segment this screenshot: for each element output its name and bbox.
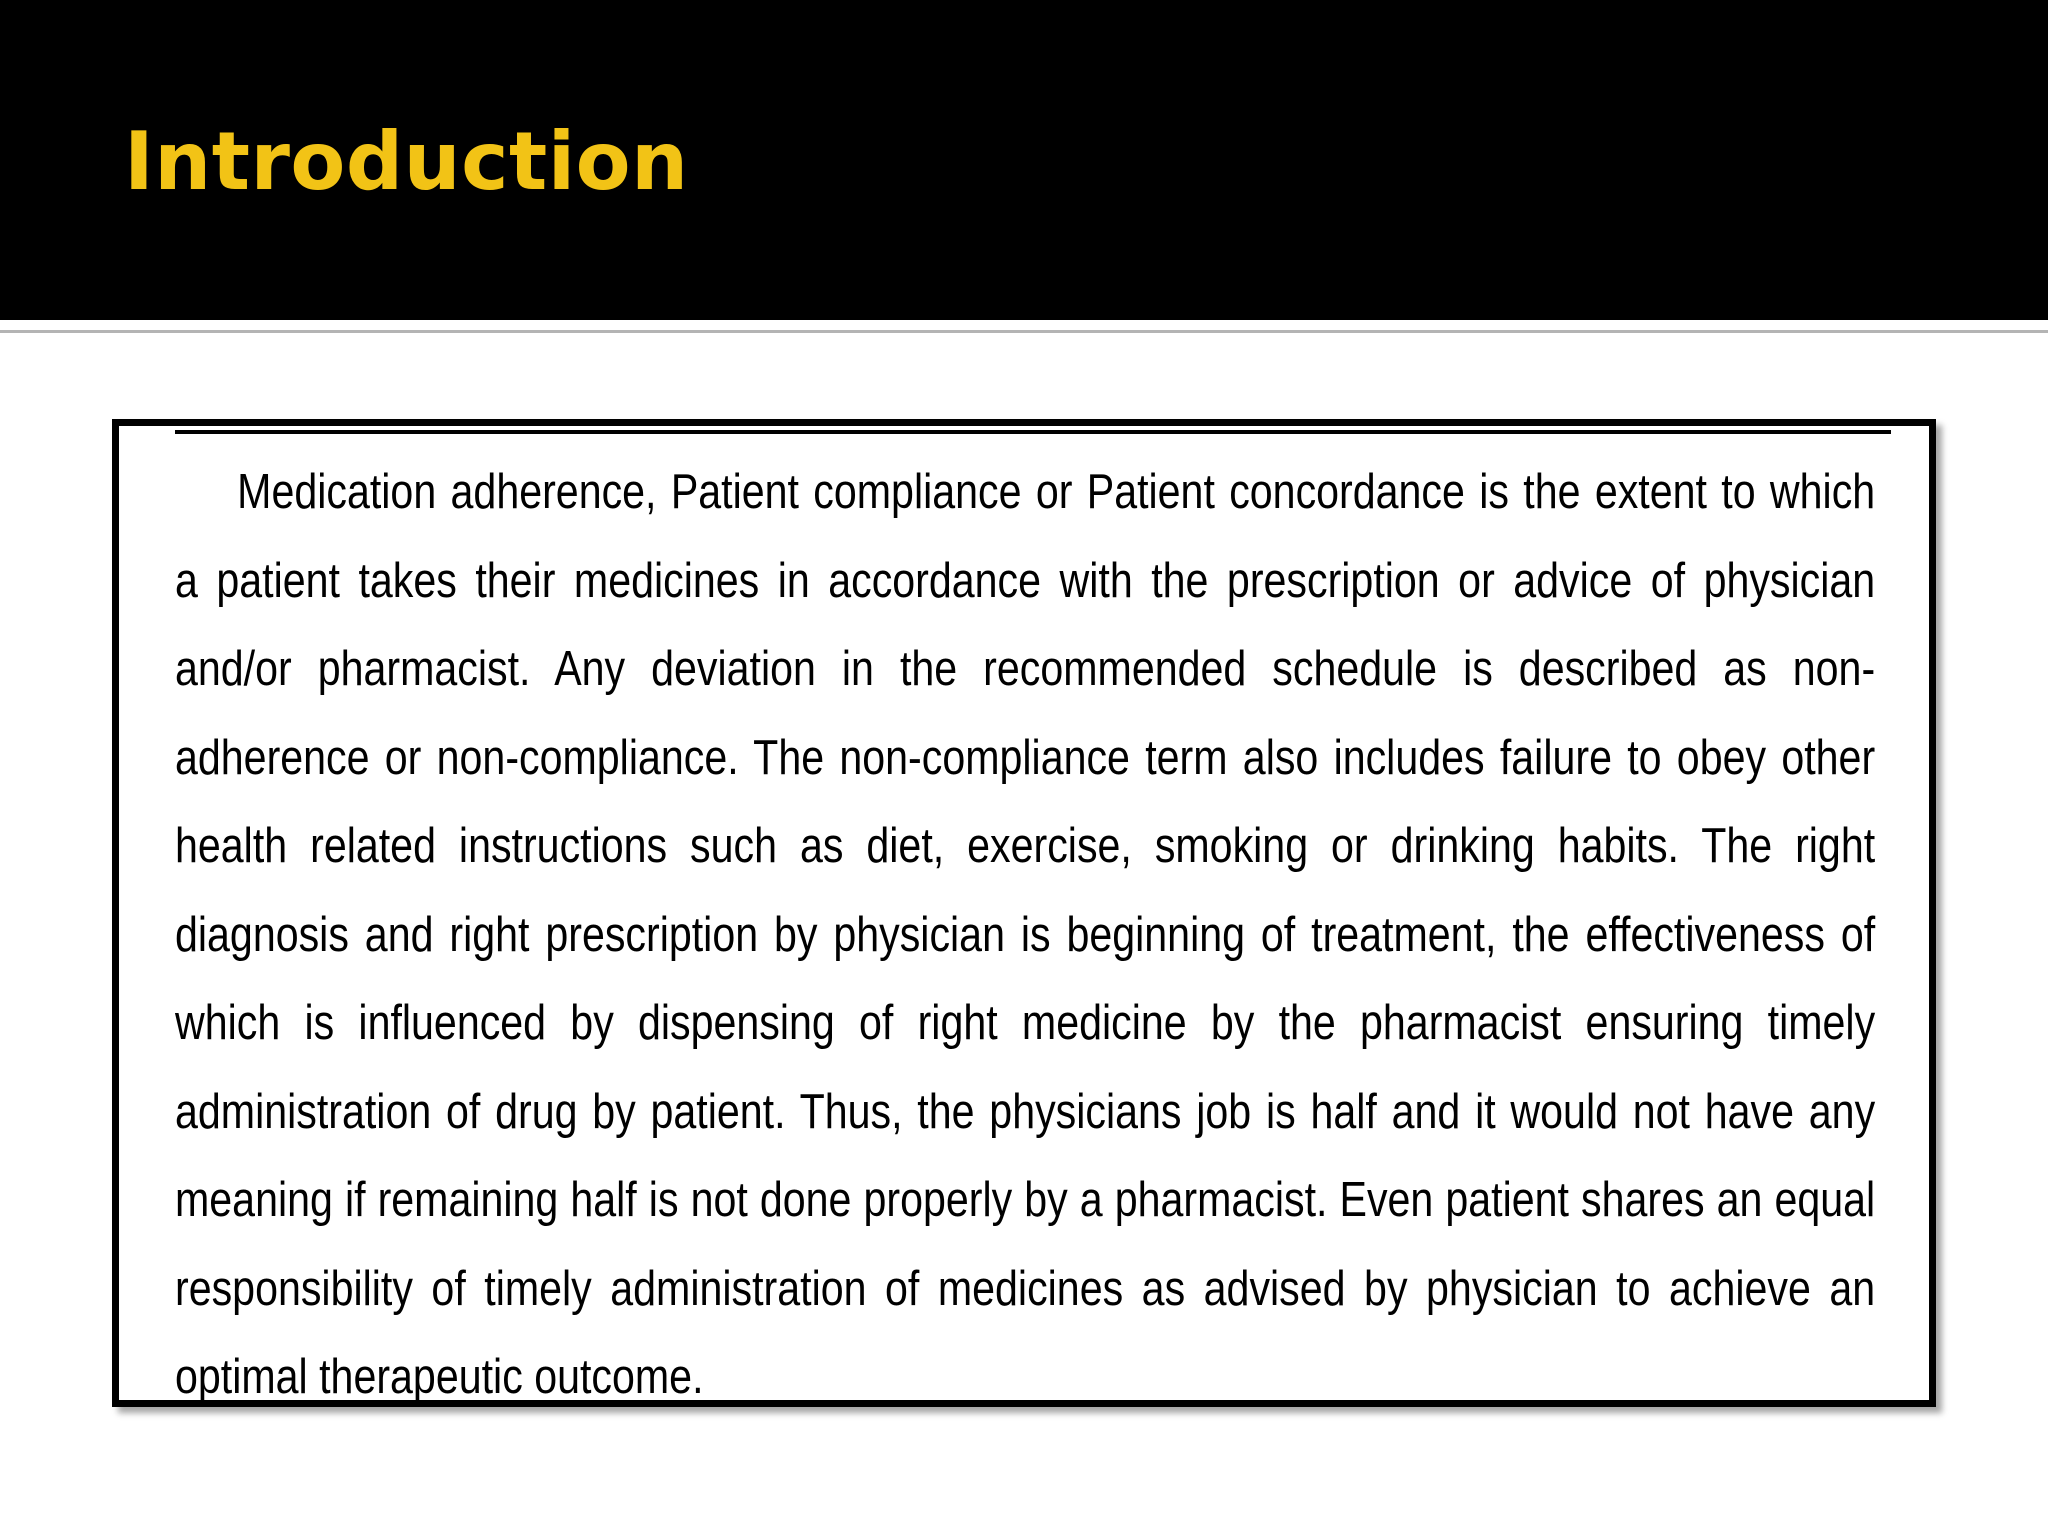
title-divider [0, 320, 2048, 326]
title-underline [0, 330, 2048, 333]
text-box [112, 419, 1936, 1407]
slide-title: Introduction [124, 115, 689, 208]
text-box-top-rule [175, 430, 1891, 434]
body-paragraph: Medication adherence, Patient compliance or Patient concordance is the extent to which a patient takes their medicines in accordance with the prescription or advice of physician and/or pharmacist. Any deviation in the recommended schedule is described as non-adherence or non-compliance. The non-compliance term also includes failure to obey other health related instructions such as diet, exercise, smoking or drinking habits. The right diagnosis and right prescription by physician is beginning of treatment, the effectiveness of which is influenced by dispensing of right medicine by the pharmacist ensuring timely administration of drug by patient. Thus, the physicians job is half and it would not have any meaning if remaining half is not done properly by a pharmacist. Even patient shares an equal responsibility of timely administration of medicines as advised by physician to achieve an optimal therapeutic outcome. [175, 465, 1876, 1404]
title-bar [0, 0, 2048, 320]
